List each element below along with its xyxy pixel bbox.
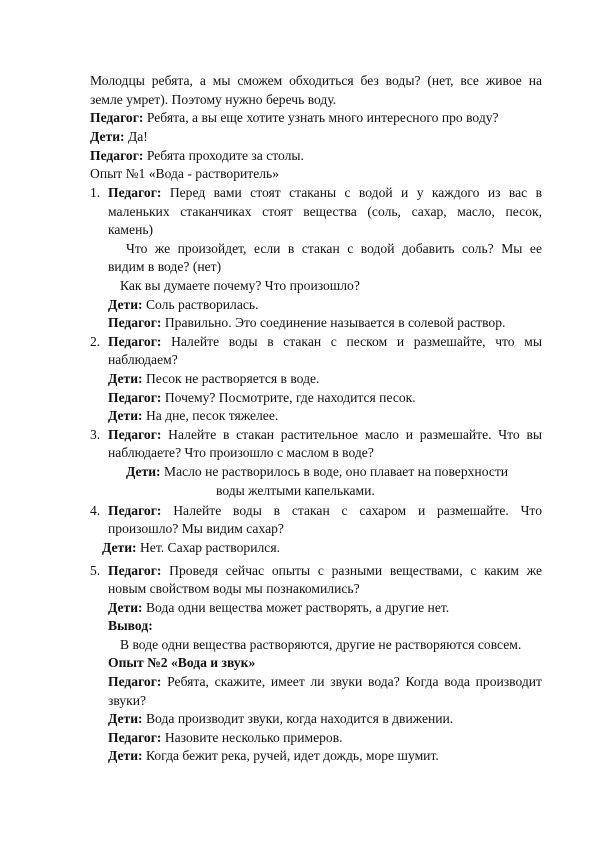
dialogue-line (90, 147, 304, 166)
dialogue-line (108, 389, 416, 408)
dialogue-text: Соль растворилась. (142, 297, 259, 312)
speaker-label: Педагог: (108, 730, 162, 745)
dialogue-text: Да! (124, 129, 148, 144)
dialogue-text: Ребята, а вы еще хотите узнать много интересного про воду? (143, 110, 499, 125)
dialogue-text: Масло не растворилось в воде, оно плавает на поверхности (160, 464, 509, 479)
item-5-line-2 (108, 580, 360, 599)
list-number: 1. (90, 185, 101, 200)
dialogue-line (108, 407, 278, 426)
dialogue-text: Вода производит звуки, когда находится в движении. (142, 711, 454, 726)
experiment-1-title-text: Опыт №1 «Вода - растворитель» (90, 166, 280, 181)
list-number: 3. (90, 427, 101, 442)
intro-text-2: земле умрет). Поэтому нужно беречь воду. (90, 92, 337, 107)
conclusion-sentence: В воде одни вещества растворяются, другие не растворяются совсем. (120, 637, 522, 652)
intro-line-2 (90, 91, 336, 110)
item-text: камень) (108, 222, 154, 237)
dialogue-line (90, 128, 148, 147)
speaker-label: Дети: (90, 129, 125, 144)
item-text: наблюдаем? (108, 352, 178, 367)
item-4-line-1 (108, 502, 542, 521)
dialogue-line (108, 599, 449, 618)
item-1-line-4 (126, 240, 542, 259)
experiment-2-title (108, 654, 255, 673)
item-text: Что же произойдет, если в стакан с водой добавить соль? Мы ее (126, 241, 542, 256)
item-text: Как вы думаете почему? Что произошло? (120, 278, 360, 293)
dialogue-line-continued (216, 482, 375, 501)
speaker-label: Дети: (102, 540, 137, 555)
item-2-line-2 (108, 351, 178, 370)
item-text: видим в воде? (нет) (108, 259, 222, 274)
conclusion-label (108, 617, 153, 636)
item-3-line-2 (108, 444, 374, 463)
dialogue-line (108, 296, 259, 315)
speaker-label: Педагог: (108, 503, 162, 518)
conclusion-label-text: Вывод: (108, 618, 153, 633)
dialogue-text: На дне, песок тяжелее. (142, 408, 279, 423)
dialogue-line (90, 109, 499, 128)
experiment-1-title (90, 165, 279, 184)
speaker-label: Дети: (108, 371, 143, 386)
dialogue-text: Правильно. Это соединение называется в солевой раствор. (161, 315, 506, 330)
item-text: Налейте воды в стакан с сахаром и размешайте. Что (161, 503, 542, 518)
dialogue-line (108, 747, 439, 766)
dialogue-text: Нет. Сахар растворился. (136, 540, 280, 555)
dialogue-text: воды желтыми капельками. (216, 483, 375, 498)
item-text: Перед вами стоят стаканы с водой и у каждого из вас в (161, 185, 542, 200)
list-number: 4. (90, 503, 101, 518)
dialogue-text: Почему? Посмотрите, где находится песок. (161, 390, 416, 405)
item-text: Налейте в стакан растительное масло и размешайте. Что вы (161, 427, 542, 442)
conclusion-text (120, 636, 521, 655)
item-1-line-3 (108, 221, 153, 240)
dialogue-text: Когда бежит река, ручей, идет дождь, море шумит. (142, 748, 439, 763)
speaker-label: Педагог: (108, 390, 162, 405)
speaker-label: Дети: (108, 711, 143, 726)
item-1-line-2 (108, 203, 542, 222)
speaker-label: Дети: (108, 297, 143, 312)
speaker-label: Дети: (108, 408, 143, 423)
dialogue-line (108, 370, 319, 389)
dialogue-text: Ребята проходите за столы. (143, 148, 304, 163)
dialogue-line (102, 539, 280, 558)
exp2-line-1 (108, 673, 542, 692)
speaker-label: Педагог: (108, 315, 162, 330)
speaker-label: Педагог: (108, 563, 162, 578)
dialogue-line (126, 463, 508, 482)
list-number: 5. (90, 563, 101, 578)
item-text: маленьких стаканчиках стоят вещества (соль, сахар, масло, песок, (108, 204, 542, 219)
speaker-label: Педагог: (108, 674, 162, 689)
speaker-label: Дети: (108, 600, 143, 615)
item-3-line-1 (108, 426, 542, 445)
speaker-label: Педагог: (108, 185, 162, 200)
dialogue-text: Вода одни вещества может растворять, а другие нет. (142, 600, 450, 615)
dialogue-line (108, 710, 453, 729)
item-text: новым свойством воды мы познакомились? (108, 581, 360, 596)
item-1-line-1 (108, 184, 542, 203)
speaker-label: Дети: (108, 748, 143, 763)
dialogue-text: Песок не растворяется в воде. (142, 371, 320, 386)
list-number: 2. (90, 334, 101, 349)
item-5-line-1 (108, 562, 542, 581)
item-1-line-5 (108, 258, 221, 277)
speaker-label: Педагог: (108, 334, 162, 349)
speaker-label: Педагог: (90, 110, 144, 125)
item-1-line-6 (120, 277, 360, 296)
intro-line-1 (90, 72, 542, 91)
item-text: произошло? Мы видим сахар? (108, 521, 284, 536)
exp2-line-2 (108, 692, 146, 711)
dialogue-text: Ребята, скажите, имеет ли звуки вода? Когда вода производит (161, 674, 542, 689)
item-text: Налейте воды в стакан с песком и размешайте, что мы (161, 334, 542, 349)
item-2-line-1 (108, 333, 542, 352)
speaker-label: Педагог: (108, 427, 162, 442)
dialogue-line (108, 314, 505, 333)
item-text: наблюдаете? Что произошло с маслом в воде? (108, 445, 374, 460)
item-4-line-2 (108, 520, 284, 539)
dialogue-line (108, 729, 343, 748)
item-text: Проведя сейчас опыты с разными веществами, с каким же (161, 563, 542, 578)
speaker-label: Педагог: (90, 148, 144, 163)
speaker-label: Дети: (126, 464, 161, 479)
dialogue-text: Назовите несколько примеров. (161, 730, 343, 745)
dialogue-text: звуки? (108, 693, 147, 708)
experiment-2-title-text: Опыт №2 «Вода и звук» (108, 655, 256, 670)
intro-text-1: Молодцы ребята, а мы сможем обходиться без воды? (нет, все живое на (90, 73, 542, 88)
